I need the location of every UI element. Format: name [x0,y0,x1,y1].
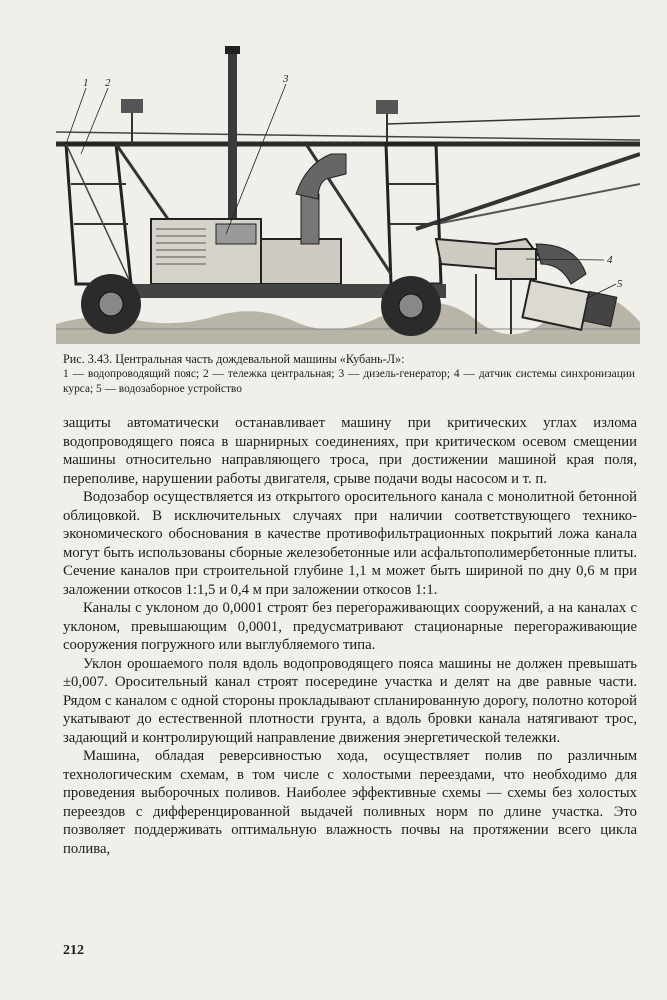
body-text [63,414,637,858]
paragraph-5: Машина, обладая реверсивностью хода, осуществляет полив по различным технологическим схемам, в том числе с холостыми переездами, что необходимо для проведения выборочных поливов. Наиболее эффективные схемы — схемы без холостых переездов с дифференцированной выдачей поливных норм по длине участка. Это позволяет поддерживать оптимальную влажность почвы на протяжении всего цикла полива, [63,748,637,857]
machine-illustration [56,44,640,344]
paragraph-1: защиты автоматически останавливает машину при критических углах излома водопроводящего пояса в шарнирных соединениях, при критическом осевом смещении машины относительно направляющего троса, при достижении машиной края поля, переполиве, нарушении работы двигателя, срыве подачи воды насосом и т. п. [63,415,637,487]
figure-caption [63,352,635,397]
page-number: 212 [63,943,84,958]
marker-1: 1 [83,77,89,89]
marker-5: 5 [617,278,623,290]
machine-drawing [56,44,640,344]
marker-3: 3 [283,73,289,85]
paragraph-4: Уклон орошаемого поля вдоль водопроводящего пояса машины не должен превышать ±0,007. Оросительный канал строят посередине участка и делят на две равные части. Рядом с каналом с одной стороны прокладывают спланированную дорогу, полотно которой укатывают до естественной плотности грунта, а вдоль бровки канала натягивают трос, задающий и контролирующий направление движения энергетической тележки. [63,655,637,746]
marker-2: 2 [105,77,111,89]
marker-4: 4 [607,254,613,266]
paragraph-2: Водозабор осуществляется из открытого оросительного канала с монолитной бетонной облицовкой. В исключительных случаях при наличии соответствующего технико-экономического обоснования в качестве противофильтрационных покрытий ложа канала могут быть использованы сборные железобетонные или асфальтополимербетонные плиты. Сечение каналов при строительной глубине 1,1 м может быть шириной по дну 0,6 м при заложении откосов 1:1,5 и 0,4 м при заложении откосов 1:1. [63,489,637,598]
paragraph-3: Каналы с уклоном до 0,0001 строят без перегораживающих сооружений, а на каналах с уклоном, превышающим 0,0001, предусматривают стационарные перегораживающие сооружения погружного или выглубляемого типа. [63,600,637,653]
caption-legend: 1 — водопроводящий пояс; 2 — тележка центральная; 3 — дизель-генератор; 4 — датчик системы синхронизации курса; 5 — водозаборное устройство [63,368,635,395]
caption-title: Рис. 3.43. Центральная часть дождевальной машины «Кубань-Л»: [63,352,405,366]
